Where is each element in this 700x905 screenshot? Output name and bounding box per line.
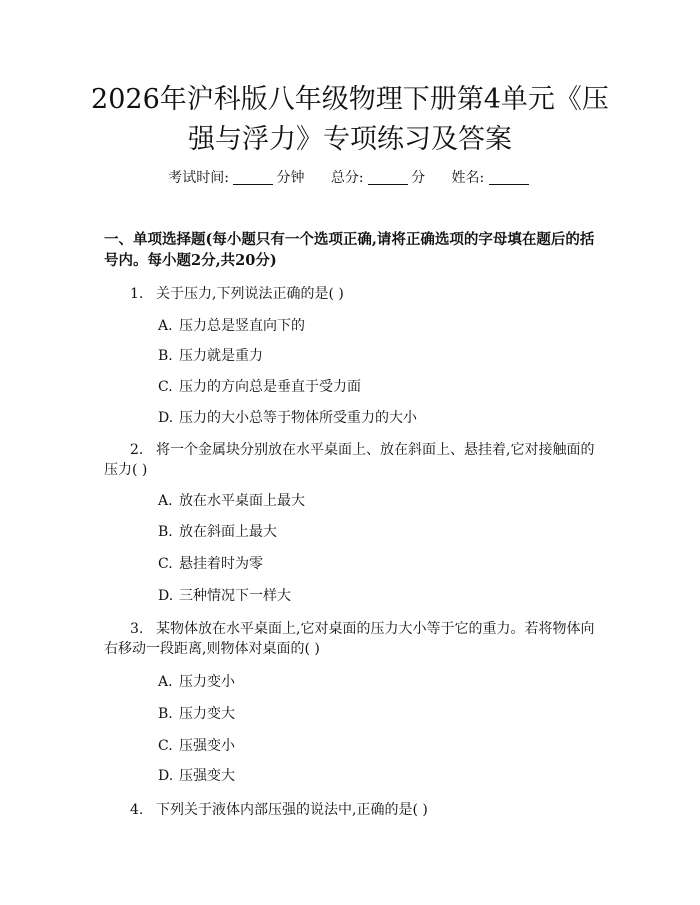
- option-letter: B.: [158, 706, 173, 722]
- option-text: 放在水平桌面上最大: [179, 493, 305, 509]
- option-text: 压力变小: [179, 674, 235, 690]
- option-2d: [158, 586, 598, 606]
- total-score-unit: 分: [411, 170, 426, 186]
- question-number: 3.: [130, 621, 144, 637]
- question-number: 1.: [130, 286, 144, 302]
- exam-time-label: 考试时间:: [168, 170, 229, 186]
- question-number: 2.: [130, 442, 144, 458]
- option-text: 压力的方向总是垂直于受力面: [179, 379, 361, 395]
- option-3b: [158, 704, 598, 724]
- option-3a: [158, 672, 598, 692]
- option-text: 放在斜面上最大: [179, 524, 277, 540]
- option-letter: C.: [158, 379, 173, 395]
- option-letter: B.: [158, 348, 173, 364]
- option-3c: [158, 736, 598, 756]
- option-text: 压力就是重力: [179, 348, 263, 364]
- option-1d: [158, 408, 598, 428]
- total-score-blank: [368, 170, 408, 185]
- question-text: 某物体放在水平桌面上,它对桌面的压力大小等于它的重力。若将物体向右移动一段距离,则物体对桌面的( ): [104, 621, 595, 657]
- option-letter: C.: [158, 556, 173, 572]
- option-text: 悬挂着时为零: [179, 556, 263, 572]
- option-letter: B.: [158, 524, 173, 540]
- option-letter: A.: [158, 493, 173, 509]
- option-text: 压强变小: [179, 738, 235, 754]
- option-letter: A.: [158, 674, 173, 690]
- option-3d: [158, 766, 598, 786]
- exam-time-field: [168, 168, 304, 188]
- student-name-field: [452, 168, 532, 188]
- question-number: 4.: [130, 802, 144, 818]
- question-text: 关于压力,下列说法正确的是( ): [156, 286, 344, 302]
- student-name-blank: [489, 170, 529, 185]
- option-1a: [158, 316, 598, 336]
- question-text: 下列关于液体内部压强的说法中,正确的是( ): [156, 802, 428, 818]
- question-3: [104, 619, 602, 659]
- option-letter: D.: [158, 768, 174, 784]
- question-2: [104, 440, 602, 480]
- option-letter: A.: [158, 318, 173, 334]
- option-2c: [158, 554, 598, 574]
- exam-info-line: [0, 168, 700, 188]
- option-1c: [158, 377, 598, 397]
- question-4: [104, 800, 602, 820]
- option-2b: [158, 522, 598, 542]
- option-text: 压力的大小总等于物体所受重力的大小: [179, 410, 417, 426]
- option-text: 压强变大: [179, 768, 235, 784]
- total-score-field: [331, 168, 425, 188]
- question-text: 将一个金属块分别放在水平桌面上、放在斜面上、悬挂着,它对接触面的压力( ): [104, 442, 595, 478]
- option-letter: D.: [158, 588, 174, 604]
- option-text: 三种情况下一样大: [179, 588, 291, 604]
- question-1: [104, 284, 602, 304]
- exam-time-blank: [233, 170, 273, 185]
- title-line-2: 强与浮力》专项练习及答案: [188, 124, 512, 155]
- total-score-label: 总分:: [330, 170, 364, 186]
- section-heading: 一、单项选择题(每小题只有一个选项正确,请将正确选项的字母填在题后的括号内。每小题2分,共20分): [104, 231, 595, 269]
- option-text: 压力变大: [179, 706, 235, 722]
- document-title: [70, 80, 630, 160]
- option-letter: C.: [158, 738, 173, 754]
- title-line-1: 2026年沪科版八年级物理下册第4单元《压: [91, 84, 609, 115]
- option-text: 压力总是竖直向下的: [179, 318, 305, 334]
- option-1b: [158, 346, 598, 366]
- option-2a: [158, 491, 598, 511]
- student-name-label: 姓名:: [451, 170, 485, 186]
- exam-time-unit: 分钟: [276, 170, 305, 186]
- option-letter: D.: [158, 410, 174, 426]
